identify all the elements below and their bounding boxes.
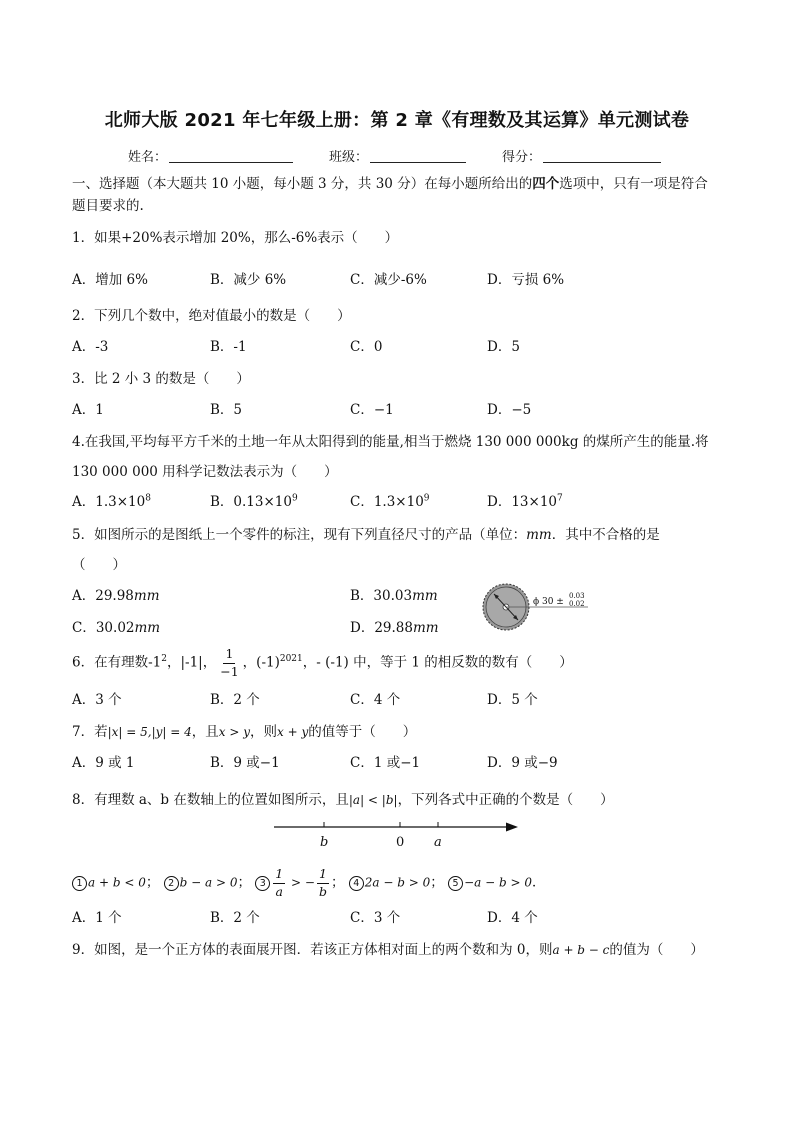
- q8-item-3-rhs-den: b: [318, 883, 327, 899]
- q8-item-4: 2a − b > 0: [364, 875, 431, 890]
- q5-option-a-value: 29.98: [95, 588, 134, 604]
- q8-item-2: b − a > 0: [179, 875, 238, 890]
- q6-option-b[interactable]: B．2 个: [210, 692, 260, 708]
- q7-stem-and: ，且: [191, 724, 219, 740]
- q6-stem-abs: ，|-1|，: [166, 654, 217, 671]
- q8-item-5-marker: 5: [448, 876, 463, 891]
- q6-exp: 2: [161, 654, 167, 664]
- q8-option-c[interactable]: C．3 个: [350, 910, 401, 926]
- q5-option-b-value: 30.03: [373, 588, 413, 604]
- name-label: 姓名：: [128, 150, 168, 165]
- q8-item-1: a + b < 0: [88, 875, 146, 890]
- q8-item-3-lhs-den: a: [275, 883, 283, 899]
- q8-item-3-rhs: [317, 868, 329, 898]
- section-heading: [72, 172, 708, 192]
- q6-exp2: 2021: [279, 654, 303, 664]
- q9-stem-end: 的值为（ ）: [609, 942, 704, 958]
- q2-option-b[interactable]: B．-1: [210, 339, 247, 355]
- question-5-stem: [72, 523, 660, 543]
- question-4-stem-line1: 4.在我国,平均每平方千米的土地一年从太阳得到的能量,相当于燃烧 130 000 000kg 的煤所产生的能量.将: [72, 434, 709, 450]
- gear-part-figure: [478, 580, 598, 634]
- arrow-right-icon: [506, 823, 518, 832]
- q7-option-a[interactable]: A．9 或 1: [72, 755, 135, 771]
- q8-item-3-mid: > −: [287, 875, 315, 890]
- section-emphasis: 四个: [532, 176, 560, 192]
- q7-expr-ineq: x > y: [218, 725, 250, 739]
- q8-item-3-lhs: [273, 868, 285, 898]
- q7-stem-text: 7．若: [72, 724, 108, 740]
- q6-stem-power: ，(-1): [242, 654, 280, 671]
- q4-option-a-exp: 8: [145, 493, 151, 504]
- q8-item-2-marker: 2: [164, 876, 179, 891]
- name-field[interactable]: [169, 148, 293, 163]
- q8-option-b[interactable]: B．2 个: [210, 910, 260, 926]
- q4-option-c[interactable]: [350, 490, 430, 510]
- q3-option-d[interactable]: D．−5: [487, 402, 532, 418]
- q4-option-d-text: D．13×10: [487, 494, 557, 510]
- q3-option-a[interactable]: A．1: [72, 402, 104, 418]
- q7-stem-end: 的值等于（ ）: [308, 724, 417, 740]
- q3-option-c[interactable]: C．−1: [350, 402, 394, 418]
- q5-option-b-label: B．: [350, 588, 374, 604]
- q8-stem-text: 8．有理数 a、b 在数轴上的位置如图所示，且: [72, 792, 349, 808]
- q6-frac-num: 1: [223, 648, 235, 664]
- q6-option-c[interactable]: C．4 个: [350, 692, 401, 708]
- q4-option-d[interactable]: [487, 490, 563, 510]
- q8-expr: |a| < |b|: [348, 793, 398, 807]
- q8-item-5: −a − b > 0: [464, 875, 532, 890]
- q8-item-3-rhs-num: 1: [317, 868, 329, 884]
- q1-option-c[interactable]: C．减少-6%: [350, 272, 427, 288]
- q9-expr: a + b − c: [552, 943, 610, 957]
- q4-option-c-text: C．1.3×10: [350, 494, 424, 510]
- number-line-figure: [270, 814, 526, 854]
- q1-option-a[interactable]: A．增加 6%: [72, 272, 148, 288]
- score-field[interactable]: [543, 148, 661, 163]
- question-5-paren: （ ）: [72, 557, 126, 573]
- q5-option-a-unit: mm: [133, 588, 160, 604]
- axis-label-zero: 0: [396, 835, 405, 850]
- q5-stem-text: 5．如图所示的是图纸上一个零件的标注，现有下列直径尺寸的产品（单位：: [72, 527, 527, 543]
- q2-option-a[interactable]: A．-3: [72, 339, 109, 355]
- q1-option-b[interactable]: B．减少 6%: [210, 272, 287, 288]
- q4-option-a-text: A．1.3×10: [72, 494, 146, 510]
- q5-option-d[interactable]: [350, 616, 439, 636]
- q4-option-b-text: B．0.13×10: [210, 494, 292, 510]
- q5-option-c-unit: mm: [134, 620, 161, 636]
- gear-upper-tolerance: 0.03: [569, 592, 585, 600]
- q5-option-d-value: 29.88: [374, 620, 413, 636]
- question-7-stem: [72, 720, 416, 740]
- q7-stem-then: ，则: [250, 724, 277, 740]
- q8-item-4-marker: 4: [349, 876, 364, 891]
- q5-option-a-label: A．: [72, 588, 96, 604]
- page-title: 北师大版 2021 年七年级上册：第 2 章《有理数及其运算》单元测试卷: [104, 110, 690, 131]
- q8-option-a[interactable]: A．1 个: [72, 910, 122, 926]
- question-8-stem: [72, 788, 614, 808]
- q8-statements: 1 a + b < 0； 2 b − a > 0； 3 $\frac{1}{a}$ > − $\frac{1}{b}$ ； 4 2a − b > 0； 5 −a − b > 0．: [72, 868, 545, 898]
- q8-stem-end: ，下列各式中正确的个数是（ ）: [397, 792, 614, 808]
- q7-option-b[interactable]: B．9 或−1: [210, 755, 280, 771]
- q8-item-1-marker: 1: [72, 876, 87, 891]
- q1-option-d[interactable]: D．亏损 6%: [487, 272, 565, 288]
- q6-stem-text: 6．在有理数-1: [72, 654, 162, 671]
- q5-option-a[interactable]: [72, 584, 160, 604]
- question-3-stem: 3．比 2 小 3 的数是（ ）: [72, 371, 250, 387]
- section-text: 一、选择题（本大题共 10 小题，每小题 3 分，共 30 分）在每小题所给出的: [72, 176, 533, 192]
- q7-option-d[interactable]: D．9 或−9: [487, 755, 558, 771]
- q6-stem-end: ，- (-1) 中，等于 1 的相反数的数有（ ）: [302, 654, 573, 671]
- q4-option-b-exp: 9: [291, 493, 298, 504]
- q4-option-c-exp: 9: [423, 493, 430, 504]
- axis-label-b: b: [320, 835, 329, 850]
- section-heading-line2: 题目要求的.: [72, 198, 144, 214]
- q4-option-d-exp: 7: [557, 493, 563, 504]
- class-label: 班级：: [329, 150, 369, 165]
- question-4-stem-line2: 130 000 000 用科学记数法表示为（ ）: [72, 464, 338, 480]
- q5-option-c[interactable]: [72, 616, 160, 636]
- q6-frac-den: −1: [220, 663, 239, 679]
- q4-option-b[interactable]: [210, 490, 298, 510]
- q8-item-3-lhs-num: 1: [273, 868, 285, 884]
- q7-option-c[interactable]: C．1 或−1: [350, 755, 421, 771]
- gear-dimension-label: ϕ 30 ±: [533, 597, 564, 607]
- q5-option-c-label: C．: [72, 620, 96, 636]
- q8-item-3-marker: 3: [255, 876, 270, 891]
- class-field[interactable]: [370, 148, 466, 163]
- score-label: 得分：: [502, 150, 542, 165]
- section-text-end: 选项中，只有一项是符合: [559, 176, 708, 192]
- q5-option-d-unit: mm: [412, 620, 439, 636]
- question-1-stem: 1．如果+20%表示增加 20%，那么-6%表示（ ）: [72, 230, 399, 246]
- q6-fraction: [218, 648, 240, 678]
- question-6-stem: [72, 648, 573, 678]
- question-2-stem: 2．下列几个数中，绝对值最小的数是（ ）: [72, 308, 351, 324]
- q2-option-d[interactable]: D．5: [487, 339, 520, 355]
- q5-option-b[interactable]: [350, 584, 438, 604]
- q7-expr-abs: |x| = 5,|y| = 4: [107, 725, 192, 739]
- q5-stem-end: ．其中不合格的是: [551, 527, 660, 543]
- axis-label-a: a: [434, 835, 442, 850]
- student-info-row: [128, 146, 661, 165]
- q6-option-d[interactable]: D．5 个: [487, 692, 538, 708]
- q7-expr-sum: x + y: [277, 725, 309, 739]
- question-9-stem: [72, 938, 704, 958]
- q5-option-c-value: 30.02: [95, 620, 135, 636]
- q9-stem-text: 9．如图，是一个正方体的表面展开图．若该正方体相对面上的两个数和为 0，则: [72, 942, 553, 958]
- q2-option-c[interactable]: C．0: [350, 339, 383, 355]
- q4-option-a[interactable]: [72, 490, 151, 510]
- q8-option-d[interactable]: D．4 个: [487, 910, 538, 926]
- q6-option-a[interactable]: A．3 个: [72, 692, 122, 708]
- q5-option-b-unit: mm: [412, 588, 438, 604]
- gear-lower-tolerance: 0.02: [569, 600, 585, 608]
- q3-option-b[interactable]: B．5: [210, 402, 243, 418]
- q5-option-d-label: D．: [350, 620, 375, 636]
- q5-unit: mm: [526, 527, 552, 543]
